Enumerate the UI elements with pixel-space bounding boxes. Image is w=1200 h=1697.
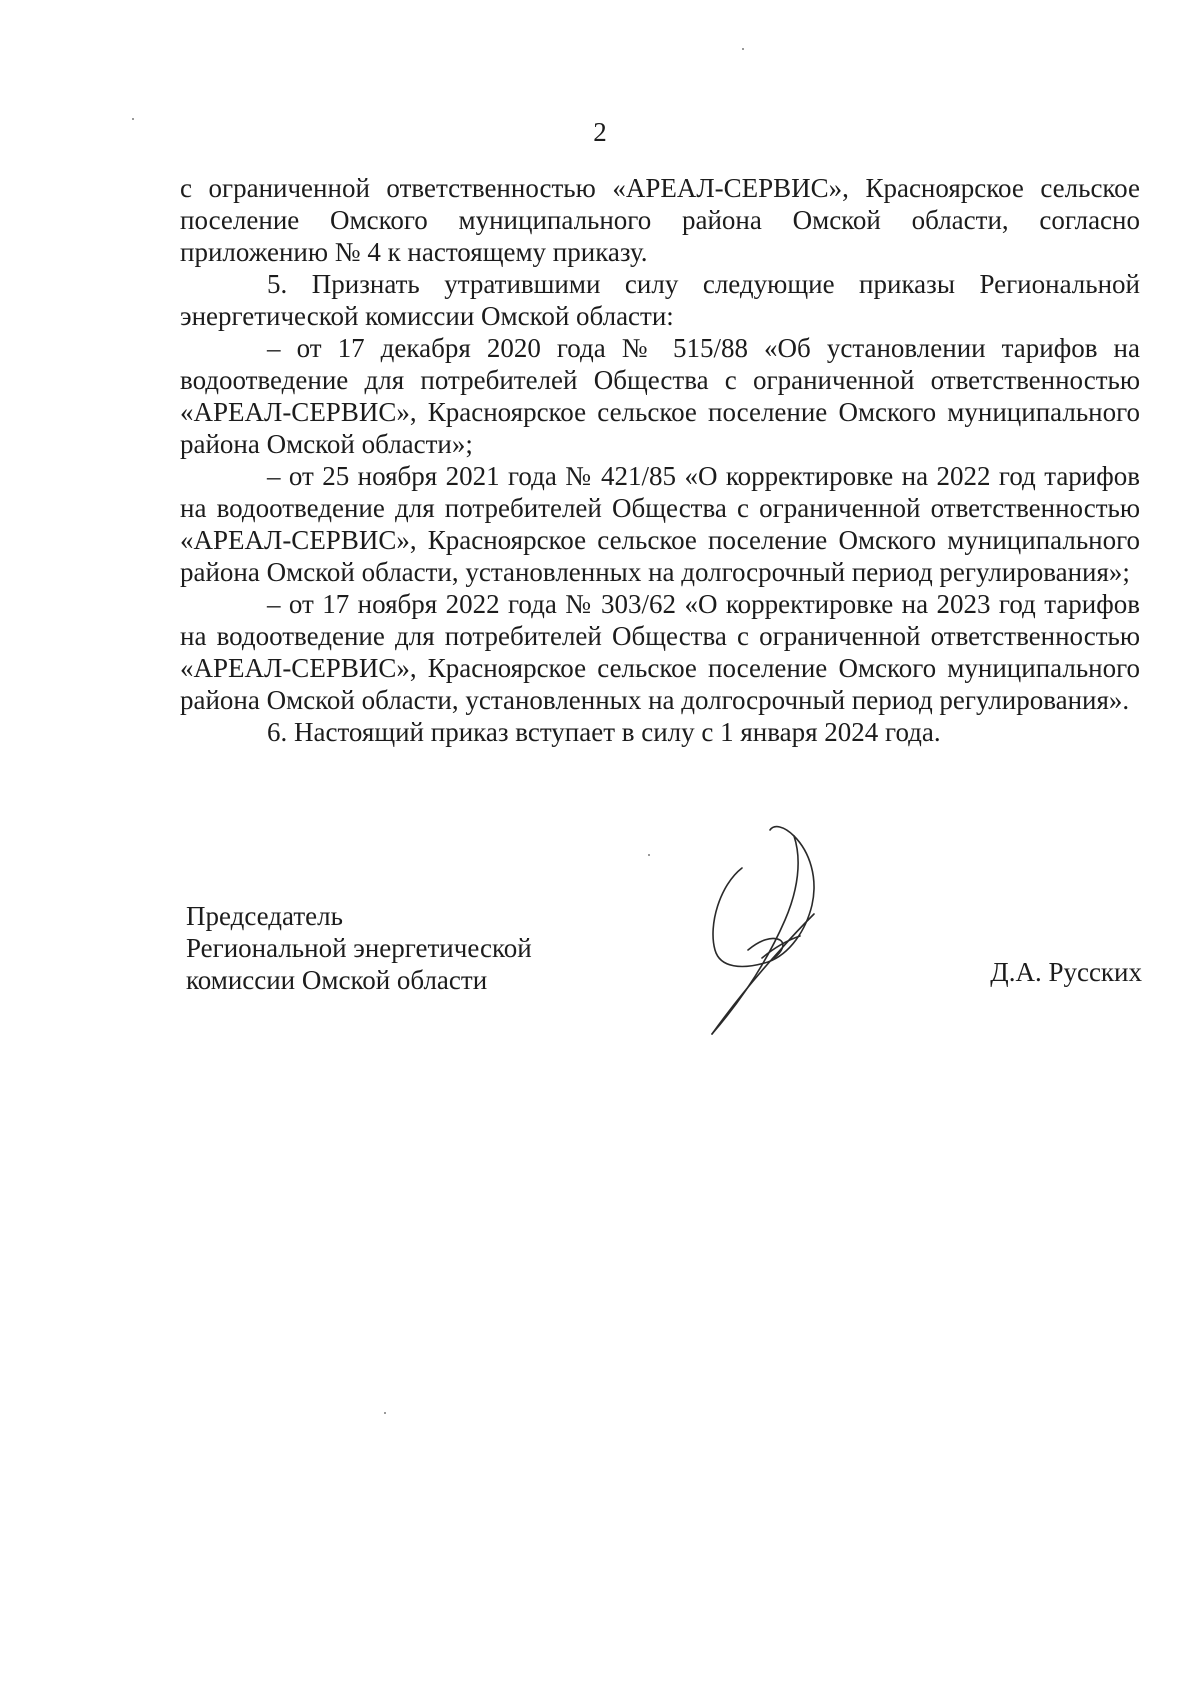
signature-stroke (713, 827, 814, 967)
paragraph-item-5: 5. Признать утратившими силу следующие приказы Региональной энергетической комиссии Омской области: (180, 269, 1140, 331)
signatory-title-line: комиссии Омской области (186, 965, 488, 995)
paragraph-continuation: с ограниченной ответственностью «АРЕАЛ-СЕРВИС», Красноярское сельское поселение Омского муниципального района Омской области, согласно приложению № 4 к настоящему приказу. (180, 173, 1140, 267)
scan-speck (132, 118, 134, 120)
document-body (180, 172, 1140, 748)
scan-speck (384, 1412, 386, 1414)
paragraph-item-6: 6. Настоящий приказ вступает в силу с 1 января 2024 года. (267, 717, 941, 747)
signatory-title (186, 900, 532, 996)
page-number: 2 (593, 117, 607, 147)
signatory-title-line: Председатель (186, 901, 343, 931)
handwritten-signature (690, 790, 880, 1050)
scan-speck (742, 48, 744, 50)
signatory-name: Д.А. Русских (990, 957, 1142, 987)
paragraph-order-2020: – от 17 декабря 2020 года № 515/88 «Об установлении тарифов на водоотведение для потребителей Общества с ограниченной ответственностью «АРЕАЛ-СЕРВИС», Красноярское сельское поселение Омского муниципального района Омской области»; (180, 333, 1140, 459)
signatory-title-line: Региональной энергетической (186, 933, 532, 963)
scan-speck (648, 854, 650, 856)
paragraph-order-2022: – от 17 ноября 2022 года № 303/62 «О корректировке на 2023 год тарифов на водоотведение для потребителей Общества с ограниченной ответственностью «АРЕАЛ-СЕРВИС», Красноярское сельское поселение Омского муниципального района Омской области, установленных на долгосрочный период регулирования». (180, 589, 1140, 715)
signature-stroke (712, 836, 798, 1034)
paragraph-order-2021: – от 25 ноября 2021 года № 421/85 «О корректировке на 2022 год тарифов на водоотведение для потребителей Общества с ограниченной ответственностью «АРЕАЛ-СЕРВИС», Красноярское сельское поселение Омского муниципального района Омской области, установленных на долгосрочный период регулирования»; (180, 461, 1140, 587)
